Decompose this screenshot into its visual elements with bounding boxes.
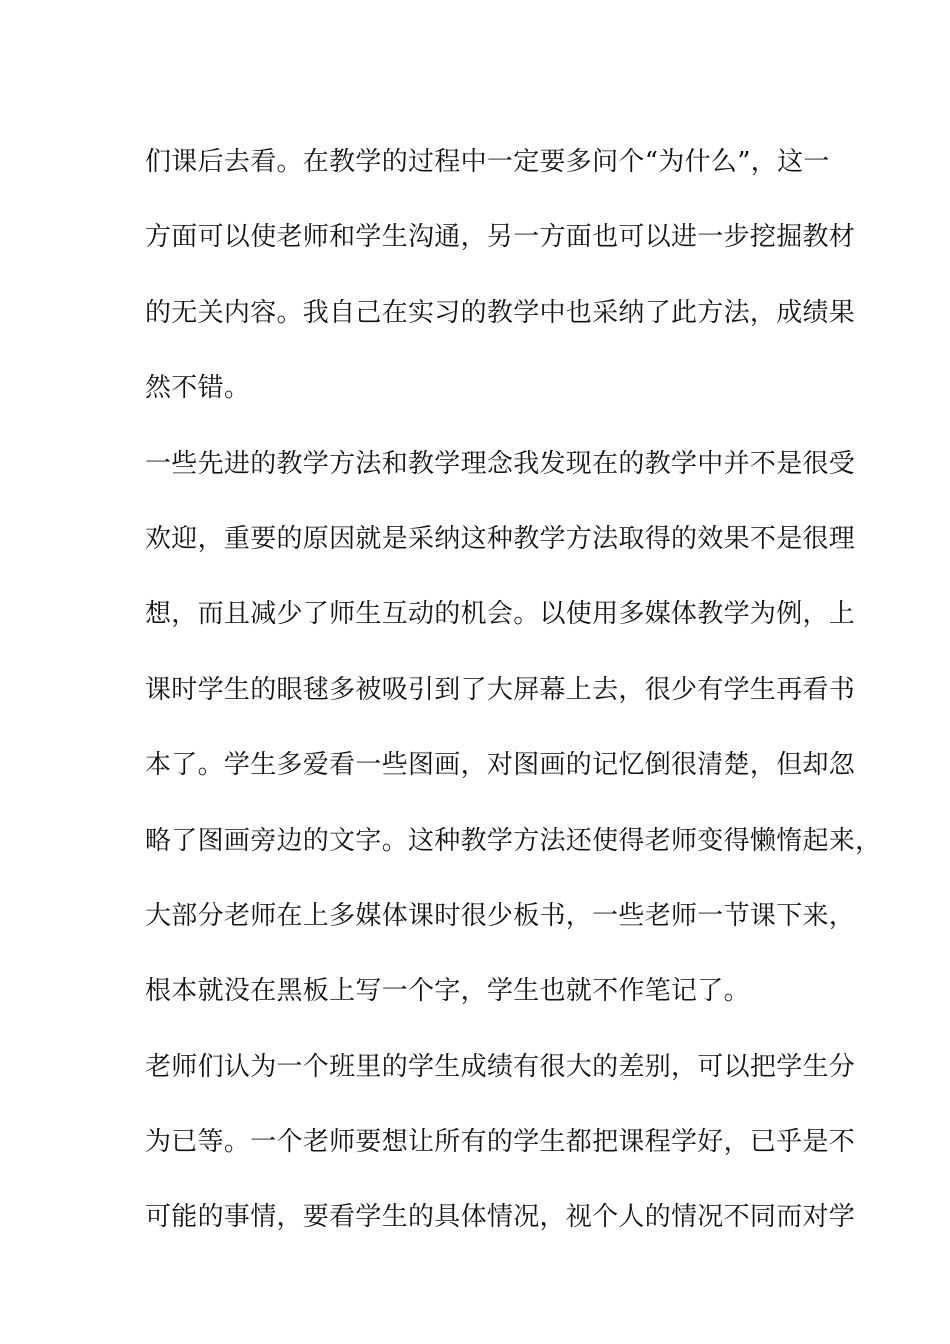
text-line: 方面可以使老师和学生沟通，另一方面也可以进一步挖掘教材 (145, 222, 856, 253)
text-line: 略了图画旁边的文字。这种教学方法还使得老师变得懒惰起来， (145, 825, 882, 856)
text-line: 可能的事情，要看学生的具体情况，视个人的情况不同而对学 (145, 1202, 856, 1233)
document-body (145, 125, 882, 1256)
paragraph-1 (145, 125, 856, 427)
paragraph-2 (145, 427, 882, 1030)
text-line: 大部分老师在上多媒体课时很少板书，一些老师一节课下来， (145, 900, 856, 931)
paragraph-3 (145, 1030, 856, 1256)
text-line: 为已等。一个老师要想让所有的学生都把课程学好，已乎是不 (145, 1127, 856, 1158)
text-line: 一些先进的教学方法和教学理念我发现在的教学中并不是很受 (145, 448, 856, 479)
text-line: 老师们认为一个班里的学生成绩有很大的差别，可以把学生分 (145, 1051, 856, 1082)
text-line: 然不错。 (145, 373, 251, 404)
text-line: 根本就没在黑板上写一个字，学生也就不作笔记了。 (145, 976, 750, 1007)
text-line: 本了。学生多爱看一些图画，对图画的记忆倒很清楚，但却忽 (145, 750, 856, 781)
text-line: 想，而且减少了师生互动的机会。以使用多媒体教学为例，上 (145, 599, 856, 630)
text-line: 们课后去看。在教学的过程中一定要多问个“为什么”，这一 (145, 147, 830, 177)
text-line: 欢迎，重要的原因就是采纳这种教学方法取得的效果不是很理 (145, 523, 856, 554)
text-line: 的无关内容。我自己在实习的教学中也采纳了此方法，成绩果 (145, 297, 856, 328)
text-line: 课时学生的眼毬多被吸引到了大屏幕上去，很少有学生再看书 (145, 674, 856, 705)
